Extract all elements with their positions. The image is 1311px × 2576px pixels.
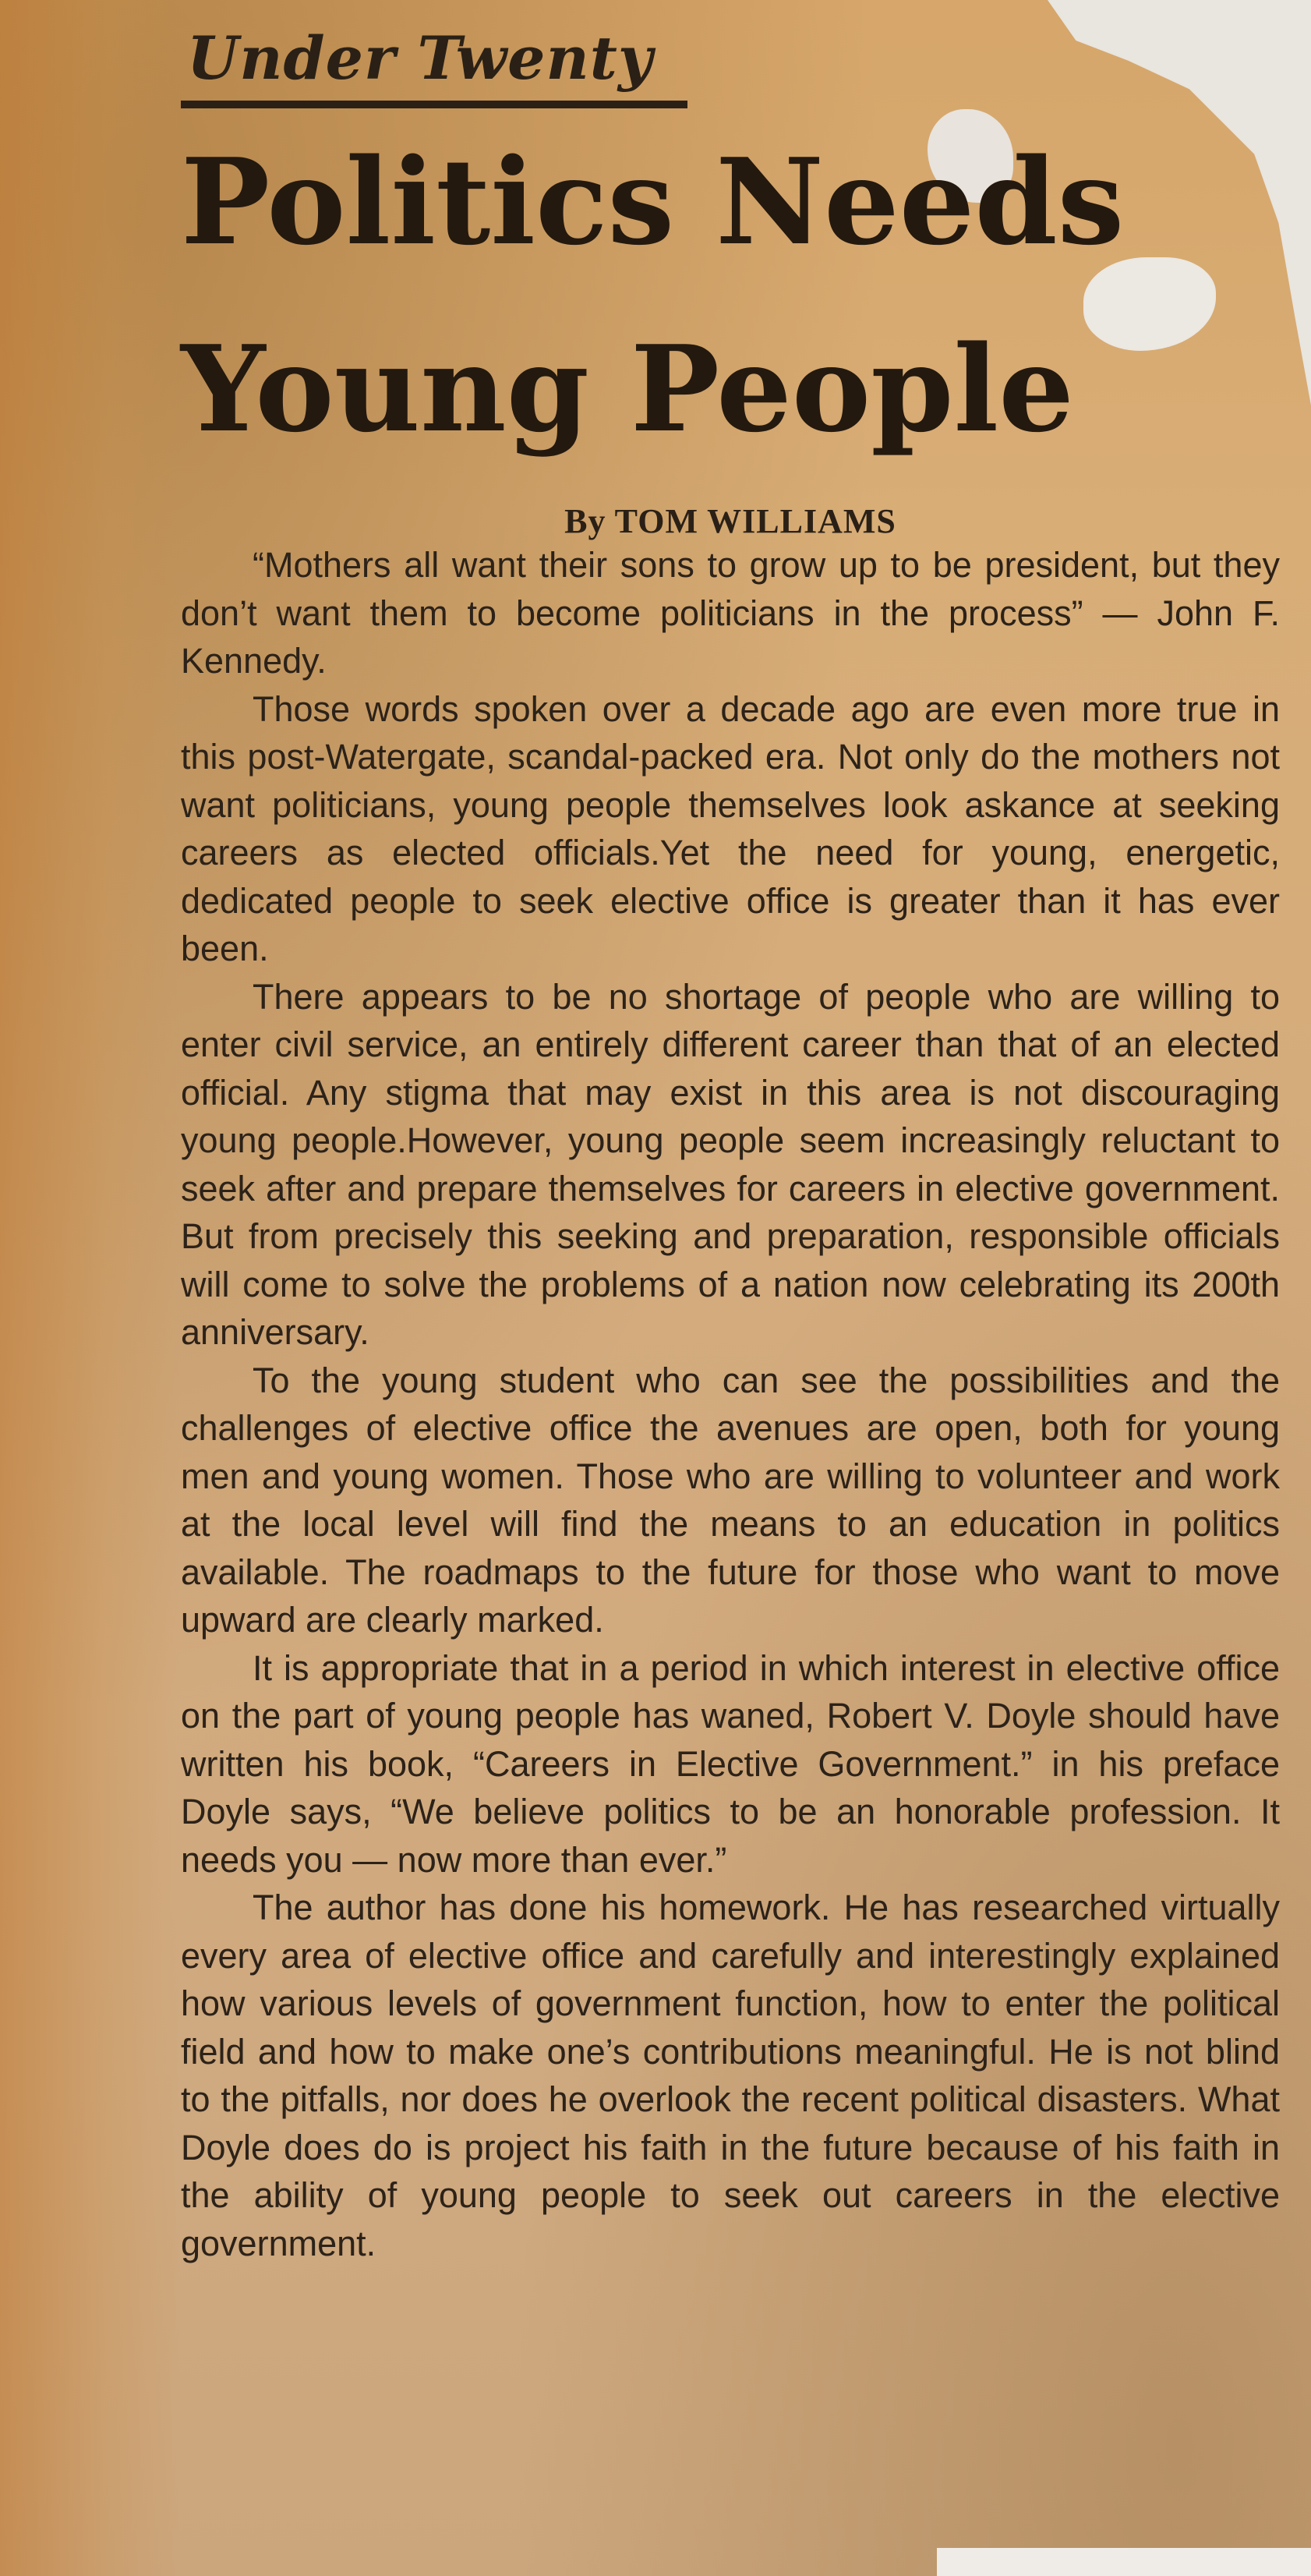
article-body (181, 541, 1280, 2267)
paragraph: It is appropriate that in a period in which interest in elective office on the part of young people has waned, Robert V. Doyle should have written his book, “Careers in Elective Government.” in his preface Doyle says, “We believe politics to be an honorable profession. It needs you — now more than ever.” (181, 1647, 1280, 1880)
headline (181, 108, 1280, 483)
paragraph: There appears to be no shortage of people who are willing to enter civil service, an entirely different career than that of an elected official. Any stigma that may exist in this area is not discouraging young people.However, young people seem increasingly reluctant to seek after and prepare themselves for careers in elective government. But from precisely this seeking and preparation, responsible officials will come to solve the problems of a nation now celebrating its 200th anniversary. (181, 976, 1280, 1352)
headline-line: Young People (181, 319, 1074, 458)
paper-edge (937, 2548, 1311, 2576)
article-column (181, 23, 1280, 2267)
paragraph: The author has done his homework. He has researched virtually every area of elective office and carefully and interestingly explained how various levels of government function, how to enter the political field and how to make one’s contributions meaningful. He is not blind to the pitfalls, nor does he overlook the recent political disasters. What Doyle does do is project his faith in the future because of his faith in the ability of young people to seek out careers in the elective government. (181, 1888, 1280, 2263)
paragraph: To the young student who can see the possibilities and the challenges of elective office the avenues are open, both for young men and young women. Those who are willing to volunteer and work at the local level will find the means to an education in politics available. The roadmaps to the future for those who want to move upward are clearly marked. (181, 1360, 1280, 1640)
byline: By TOM WILLIAMS (564, 502, 896, 540)
paper-stain (0, 0, 179, 2576)
paragraph: Those words spoken over a decade ago are even more true in this post-Watergate, scandal-packed era. Not only do the mothers not want politicians, young people themselves look askance at seeking careers as elected officials.Yet the need for young, energetic, dedicated people to seek elective office is greater than it has ever been. (181, 688, 1280, 968)
kicker-rule (181, 101, 687, 108)
section-kicker: Under Twenty (187, 23, 654, 93)
headline-line: Politics Needs (181, 132, 1125, 271)
paragraph: “Mothers all want their sons to grow up to be president, but they don’t want them to become politicians in the process” — John F. Kennedy. (181, 545, 1280, 681)
